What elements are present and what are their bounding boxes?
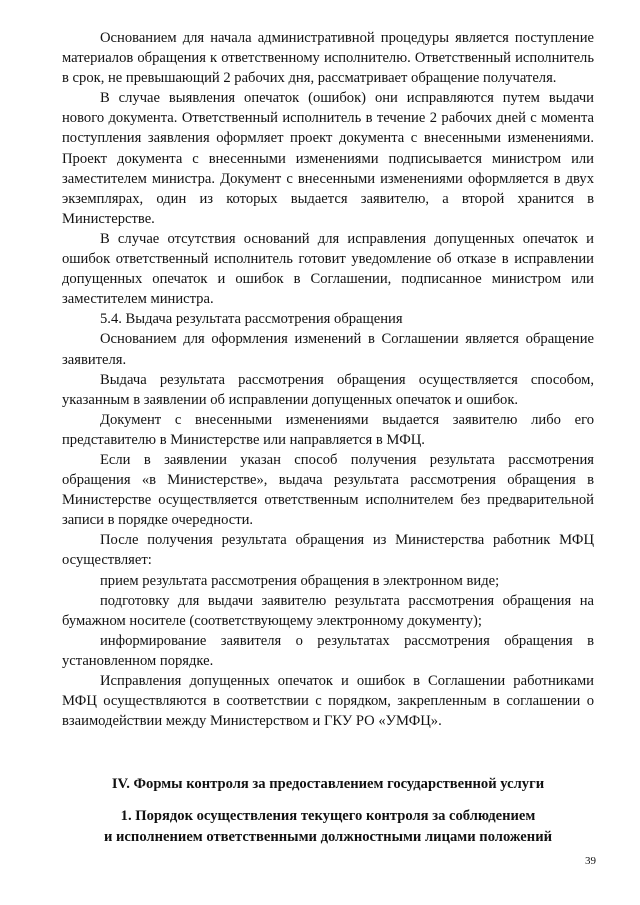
paragraph-error-correction: В случае выявления опечаток (ошибок) они исправляются путем выдачи нового документа. Ответственный исполнитель в течение 2 рабочих дней с момента поступления заявления оформляет проект документа с внесенными изменениями. Проект документа с внесенными изменениями подписывается министром или заместителем министра. Документ с внесенными изменениями оформляется в двух экземплярах, один из которых выдается заявителю, а второй хранится в Министерстве.: [62, 90, 594, 227]
paragraph-subsection-5-4: 5.4. Выдача результата рассмотрения обращения: [100, 311, 403, 328]
paragraph-mfc-actions: После получения результата обращения из Министерства работник МФЦ осуществляет:: [62, 532, 594, 569]
page-number: 39: [585, 855, 596, 867]
paragraph-result-delivery: Выдача результата рассмотрения обращения осуществляется способом, указанным в заявлении об исправлении допущенных опечаток и ошибок.: [62, 371, 594, 408]
section-heading: IV. Формы контроля за предоставлением государственной услуги: [111, 776, 545, 792]
sub-heading: [62, 806, 594, 847]
paragraph-amendment-basis: Основанием для оформления изменений в Соглашении является обращение заявителя.: [62, 331, 594, 368]
paragraph-refusal-notice: В случае отсутствия оснований для исправления допущенных опечаток и ошибок ответственный исполнитель готовит уведомление об отказе в исправлении допущенных опечаток и ошибок в Соглашении, подписанное министром или заместителем министра.: [62, 230, 594, 308]
body-text: [62, 28, 594, 731]
paragraph-ministry-issue: Если в заявлении указан способ получения результата рассмотрения обращения «в Министерстве», выдача результата рассмотрения обращения в Министерстве осуществляется ответственным исполнителем без предварительной записи в порядке очередности.: [62, 451, 594, 529]
paragraph-document-issue: Документ с внесенными изменениями выдается заявителю либо его представителю в Министерстве или направляется в МФЦ.: [62, 411, 594, 448]
sub-heading-line-2: и исполнением ответственными должностными лицами положений: [103, 828, 553, 845]
paragraph-mfc-corrections: Исправления допущенных опечаток и ошибок в Соглашении работниками МФЦ осуществляются в соответствии с порядком, закрепленным в соглашении о взаимодействии между Министерством и ГКУ РО «УМФЦ».: [62, 673, 594, 730]
sub-heading-line-1: 1. Порядок осуществления текущего контроля за соблюдением: [120, 808, 536, 824]
paragraph-paper-preparation: подготовку для выдачи заявителю результата рассмотрения обращения на бумажном носителе (соответствующему электронному документу);: [62, 592, 594, 629]
paragraph-applicant-informing: информирование заявителя о результатах рассмотрения обращения в установленном порядке.: [62, 632, 594, 669]
paragraph-procedure-basis: Основанием для начала административной процедуры является поступление материалов обращения к ответственному исполнителю. Ответственный исполнитель в срок, не превышающий 2 рабочих дня, рассматривает обращение получателя.: [62, 30, 594, 87]
paragraph-electronic-receipt: прием результата рассмотрения обращения в электронном виде;: [100, 572, 500, 589]
